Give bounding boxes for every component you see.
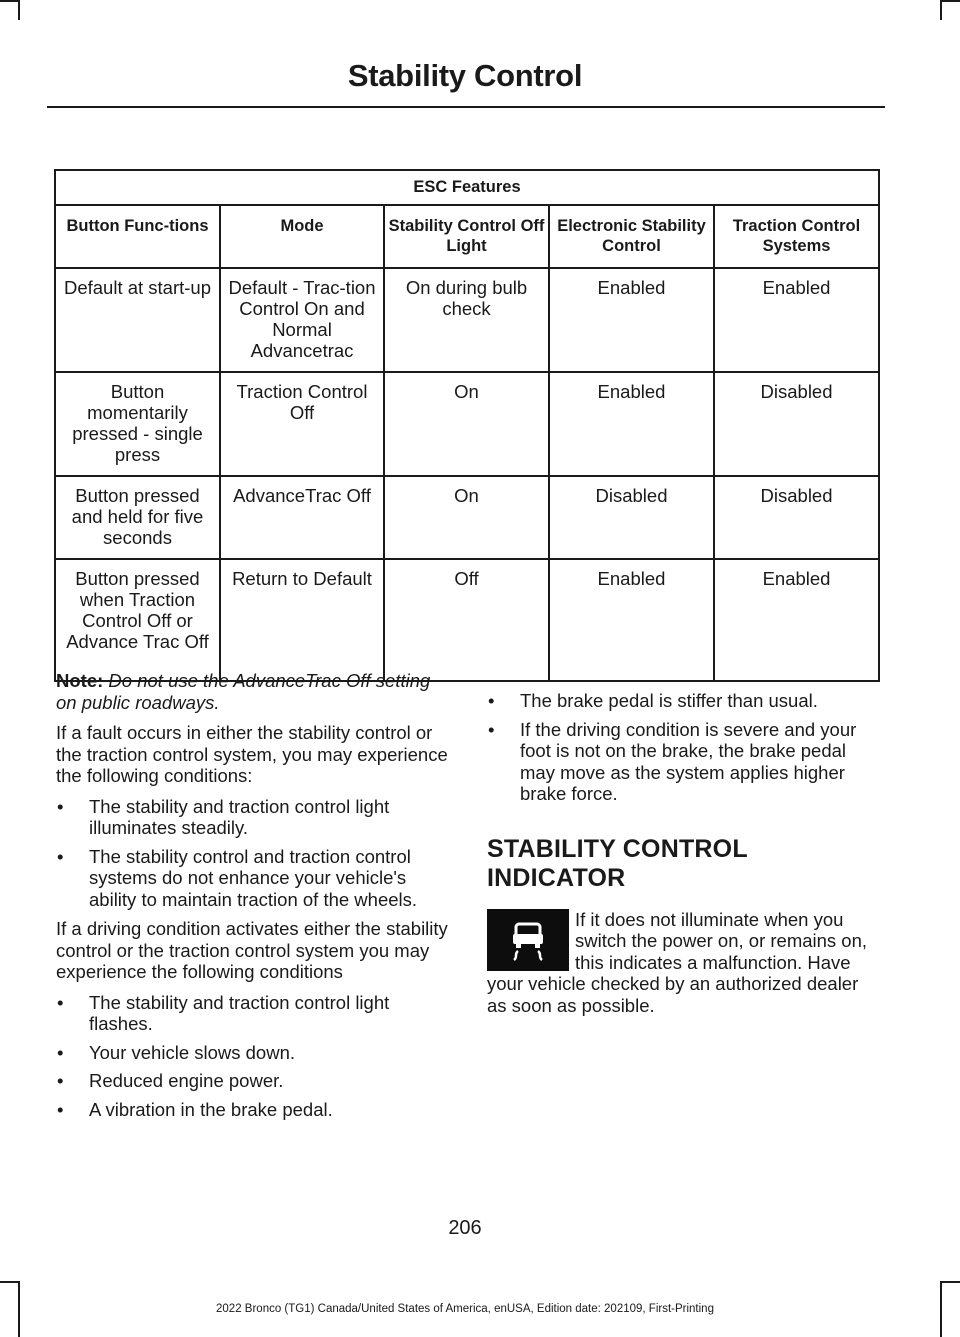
activation-conditions-list — [56, 992, 448, 1121]
footer: 2022 Bronco (TG1) Canada/United States of America, enUSA, Edition date: 202109, First-Printing — [216, 1303, 714, 1315]
stability-control-icon — [487, 909, 569, 971]
page-title: Stability Control — [347, 58, 583, 93]
table-cell: Button momentarily pressed - single press — [55, 372, 220, 476]
title-divider — [47, 106, 885, 108]
header-cell: Mode — [220, 205, 384, 268]
list-item: • The brake pedal is stiffer than usual. — [487, 690, 879, 712]
table-row — [55, 559, 879, 681]
table-row — [55, 476, 879, 559]
table-cell: On during bulb check — [384, 268, 549, 372]
table-cell: Button pressed when Traction Control Off or Advance Trac Off — [55, 559, 220, 681]
list-item: • The stability and traction control light illuminates steadily. — [56, 796, 448, 839]
right-column — [487, 690, 879, 1016]
table-row — [55, 372, 879, 476]
note-text: Do not use the AdvanceTrac Off setting on public roadways. — [56, 670, 431, 713]
table-cell: Enabled — [549, 559, 714, 681]
table-cell: AdvanceTrac Off — [220, 476, 384, 559]
page-number: 206 — [448, 1217, 482, 1239]
table-cell: Enabled — [714, 559, 879, 681]
crop-mark — [18, 0, 20, 20]
table-cell: Enabled — [549, 268, 714, 372]
header-cell: Button Func-tions — [55, 205, 220, 268]
activation-paragraph: If a driving condition activates either the stability control or the traction control system you may experience the following conditions — [56, 918, 448, 982]
list-item: • The stability and traction control light flashes. — [56, 992, 448, 1035]
fault-conditions-list — [56, 796, 448, 911]
crop-mark — [940, 0, 942, 20]
table-cell: Traction Control Off — [220, 372, 384, 476]
table-cell: Button pressed and held for five seconds — [55, 476, 220, 559]
table-cell: Disabled — [714, 372, 879, 476]
table-cell: On — [384, 372, 549, 476]
note — [56, 670, 448, 713]
fault-paragraph: If a fault occurs in either the stability control or the traction control system, you may experience the following conditions: — [56, 722, 448, 786]
header-cell: Stability Control Off Light — [384, 205, 549, 268]
indicator-text: If it does not illuminate when you switch the power on, or remains on, this indicates a malfunction. Have your vehicle checked by an authorized dealer as soon as possible. — [487, 908, 868, 1016]
indicator-description — [487, 909, 879, 1017]
table-cell: Enabled — [714, 268, 879, 372]
crop-mark — [0, 0, 20, 2]
list-item: • Your vehicle slows down. — [56, 1042, 448, 1064]
list-item: • A vibration in the brake pedal. — [56, 1099, 448, 1121]
table-cell: Disabled — [714, 476, 879, 559]
table-row — [55, 268, 879, 372]
crop-mark — [940, 1281, 960, 1283]
esc-features-table — [54, 169, 880, 682]
table-cell: Disabled — [549, 476, 714, 559]
table-cell: Default at start-up — [55, 268, 220, 372]
header-cell: Electronic Stability Control — [549, 205, 714, 268]
crop-mark — [940, 1281, 942, 1337]
left-column — [56, 670, 448, 1128]
table-cell: Off — [384, 559, 549, 681]
table-cell: Enabled — [549, 372, 714, 476]
table-header-row — [55, 205, 879, 268]
crop-mark — [0, 1281, 20, 1283]
list-item: • The stability control and traction control systems do not enhance your vehicle's ability to maintain traction of the wheels. — [56, 846, 448, 911]
table-caption: ESC Features — [55, 170, 879, 205]
table-cell: Return to Default — [220, 559, 384, 681]
crop-mark — [940, 0, 960, 2]
table-cell: On — [384, 476, 549, 559]
list-item: • Reduced engine power. — [56, 1070, 448, 1092]
activation-conditions-list-continued — [487, 690, 879, 805]
section-heading: STABILITY CONTROL INDICATOR — [487, 834, 748, 892]
header-cell: Traction Control Systems — [714, 205, 879, 268]
note-label: Note: — [56, 670, 104, 691]
table-cell: Default - Trac-tion Control On and Normal Advancetrac — [220, 268, 384, 372]
list-item: • If the driving condition is severe and your foot is not on the brake, the brake pedal may move as the system applies higher brake force. — [487, 719, 879, 805]
